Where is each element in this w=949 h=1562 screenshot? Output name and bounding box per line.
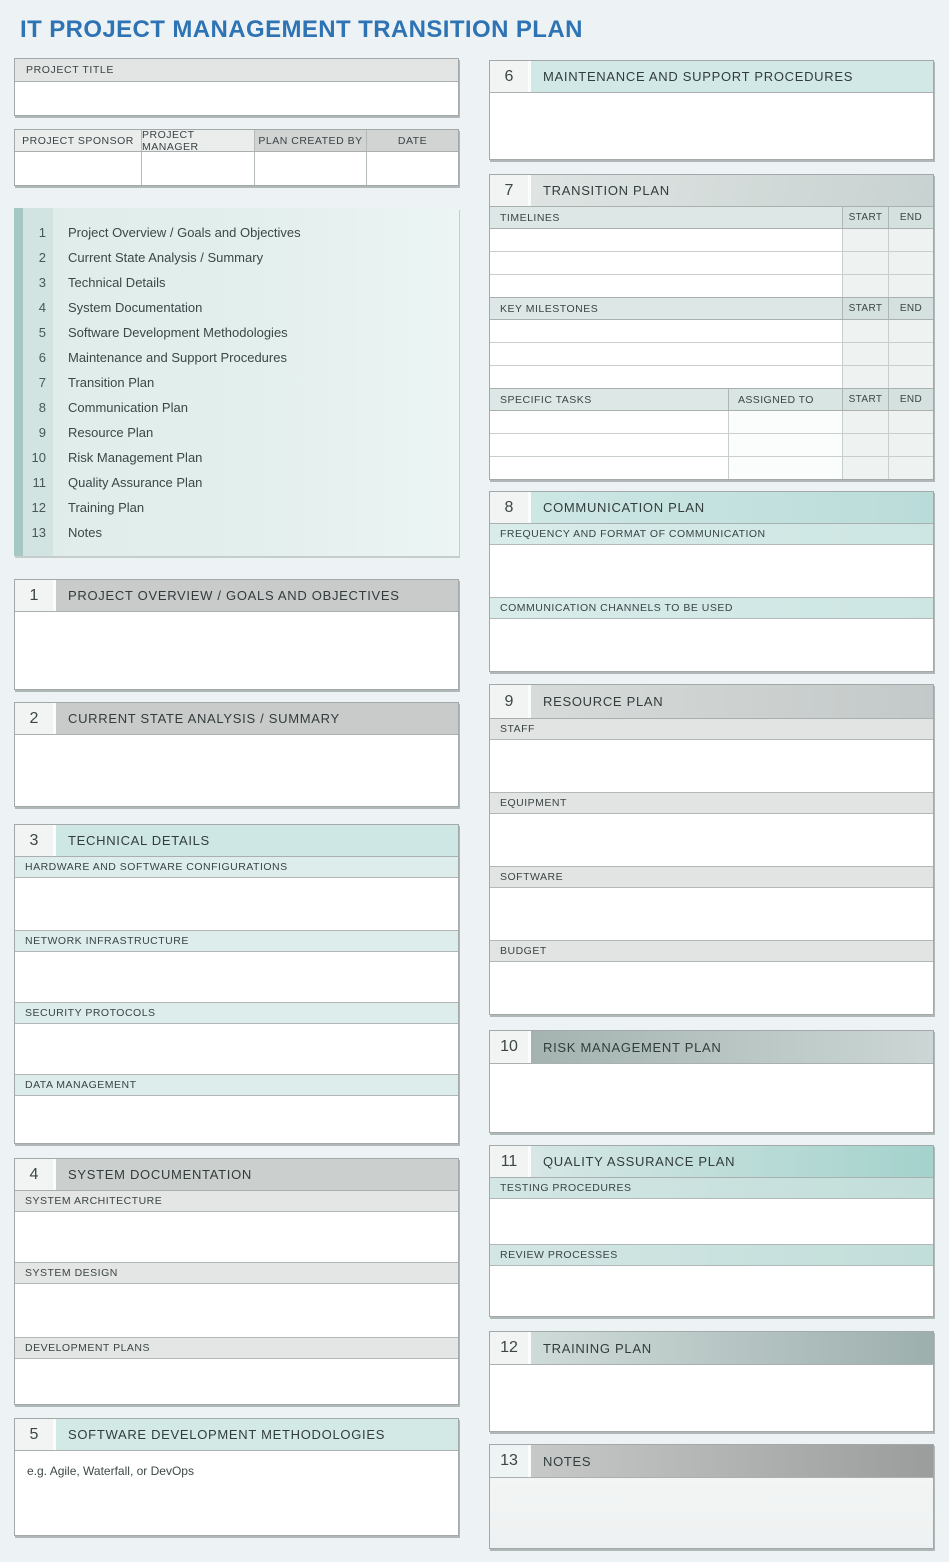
subsection-header-budget: BUDGET: [490, 941, 933, 962]
info-col-sponsor: [15, 130, 142, 185]
task-cell-input[interactable]: [490, 434, 728, 456]
section-title: RESOURCE PLAN: [531, 685, 933, 718]
subsection-body-input[interactable]: [490, 962, 933, 1014]
subsection-header-design: SYSTEM DESIGN: [15, 1263, 458, 1284]
toc-item-number: 9: [38, 425, 46, 440]
toc-item-number: 1: [38, 225, 46, 240]
subsection-body-input[interactable]: [15, 1284, 458, 1338]
toc-item-11: [23, 470, 459, 495]
start-cell-input[interactable]: [842, 275, 888, 297]
section-title: COMMUNICATION PLAN: [531, 492, 933, 523]
section-title: CURRENT STATE ANALYSIS / SUMMARY: [56, 703, 458, 734]
section-number: 5: [15, 1419, 56, 1450]
end-cell-input[interactable]: [888, 275, 933, 297]
section-number: 3: [15, 825, 56, 856]
project-title-box: [14, 58, 459, 116]
toc-list: [14, 208, 459, 545]
toc-item-label: Transition Plan: [68, 375, 155, 390]
end-cell-input[interactable]: [888, 411, 933, 433]
milestone-cell-input[interactable]: [490, 366, 842, 388]
section-number: 9: [490, 685, 531, 718]
col-header-assigned-to: ASSIGNED TO: [728, 389, 842, 410]
section-header: [15, 1159, 458, 1191]
subsection-header-equipment: EQUIPMENT: [490, 793, 933, 814]
subsection-body-input[interactable]: [15, 952, 458, 1003]
section-header: [490, 61, 933, 93]
toc-item-7: [23, 370, 459, 395]
subsection-header-security: SECURITY PROTOCOLS: [15, 1003, 458, 1024]
toc-item-12: [23, 495, 459, 520]
end-cell-input[interactable]: [888, 343, 933, 365]
toc-item-number: 12: [31, 500, 46, 515]
subsection-header-dev-plans: DEVELOPMENT PLANS: [15, 1338, 458, 1359]
subsection-header-data-mgmt: DATA MANAGEMENT: [15, 1075, 458, 1096]
start-cell-input[interactable]: [842, 457, 888, 479]
toc-item-label: Project Overview / Goals and Objectives: [68, 225, 301, 240]
start-cell-input[interactable]: [842, 366, 888, 388]
task-cell-input[interactable]: [490, 457, 728, 479]
section-transition-plan: [489, 174, 934, 480]
section-communication-plan: [489, 491, 934, 672]
end-cell-input[interactable]: [888, 434, 933, 456]
subsection-body-input[interactable]: [490, 740, 933, 793]
section-body-input[interactable]: [490, 1478, 933, 1548]
section-header: [15, 580, 458, 612]
subsection-header-architecture: SYSTEM ARCHITECTURE: [15, 1191, 458, 1212]
toc-item-10: [23, 445, 459, 470]
section-body-input[interactable]: [490, 1064, 933, 1132]
subsection-header-staff: STAFF: [490, 719, 933, 740]
toc-item-number: 11: [32, 475, 46, 490]
toc-item-label: Risk Management Plan: [68, 450, 203, 465]
toc-item-number: 8: [38, 400, 46, 415]
tasks-label: SPECIFIC TASKS: [500, 393, 592, 406]
timeline-cell-input[interactable]: [490, 275, 842, 297]
subsection-header-software: SOFTWARE: [490, 867, 933, 888]
left-column: [14, 58, 459, 1549]
section-title: PROJECT OVERVIEW / GOALS AND OBJECTIVES: [56, 580, 458, 611]
project-info-table: [14, 129, 459, 186]
section-body-input[interactable]: [15, 612, 458, 689]
toc-item-number: 13: [31, 525, 46, 540]
subsection-body-input[interactable]: [490, 1266, 933, 1316]
project-title-input[interactable]: [15, 82, 458, 115]
subsection-body-input[interactable]: [490, 888, 933, 941]
task-cell-input[interactable]: [490, 411, 728, 433]
toc-item-label: System Documentation: [68, 300, 203, 315]
toc-item-8: [23, 395, 459, 420]
col-header-end: END: [888, 298, 933, 319]
section-header: [490, 1146, 933, 1178]
table-row: [490, 320, 933, 343]
start-cell-input[interactable]: [842, 320, 888, 342]
subsection-body-input[interactable]: [490, 814, 933, 867]
toc-item-3: [23, 270, 459, 295]
right-column: [489, 58, 934, 1562]
section-header: [15, 1419, 458, 1451]
section-number: 8: [490, 492, 531, 523]
section-number: 13: [490, 1445, 531, 1477]
start-cell-input[interactable]: [842, 434, 888, 456]
toc-item-number: 3: [38, 275, 46, 290]
toc-item-1: [23, 220, 459, 245]
start-cell-input[interactable]: [842, 229, 888, 251]
end-cell-input[interactable]: [888, 252, 933, 274]
section-title: SOFTWARE DEVELOPMENT METHODOLOGIES: [56, 1419, 458, 1450]
end-cell-input[interactable]: [888, 229, 933, 251]
section-body-input[interactable]: [15, 1451, 458, 1535]
section-software-methodologies: [14, 1418, 459, 1536]
section-title: RISK MANAGEMENT PLAN: [531, 1031, 933, 1063]
info-header-sponsor: PROJECT SPONSOR: [15, 130, 142, 152]
toc-item-label: Technical Details: [68, 275, 166, 290]
toc-item-label: Communication Plan: [68, 400, 188, 415]
subsection-header-channels: COMMUNICATION CHANNELS TO BE USED: [490, 598, 933, 619]
section-current-state: [14, 702, 459, 807]
section-title: TECHNICAL DETAILS: [56, 825, 458, 856]
table-row: [490, 343, 933, 366]
toc-item-label: Training Plan: [68, 500, 145, 515]
section-title: TRANSITION PLAN: [531, 175, 933, 206]
assigned-cell-input[interactable]: [728, 434, 842, 456]
section-header: [490, 175, 933, 207]
toc-item-2: [23, 245, 459, 270]
subsection-header-testing: TESTING PROCEDURES: [490, 1178, 933, 1199]
subsection-body-input[interactable]: [15, 878, 458, 931]
section-header: [490, 1445, 933, 1478]
info-input-manager[interactable]: [142, 152, 255, 185]
subsection-header-frequency: FREQUENCY AND FORMAT OF COMMUNICATION: [490, 524, 933, 545]
section-header: [490, 1031, 933, 1064]
subsection-header-network: NETWORK INFRASTRUCTURE: [15, 931, 458, 952]
milestones-label: KEY MILESTONES: [500, 302, 599, 315]
toc-item-4: [23, 295, 459, 320]
start-cell-input[interactable]: [842, 252, 888, 274]
section-title: SYSTEM DOCUMENTATION: [56, 1159, 458, 1190]
toc-item-number: 5: [38, 325, 46, 340]
section-project-overview: [14, 579, 459, 690]
toc-item-number: 10: [31, 450, 46, 465]
toc-item-label: Quality Assurance Plan: [68, 475, 203, 490]
timelines-label: TIMELINES: [500, 211, 560, 224]
subsection-header-hardware: HARDWARE AND SOFTWARE CONFIGURATIONS: [15, 857, 458, 878]
table-row: [490, 411, 933, 434]
section-number: 10: [490, 1031, 531, 1063]
section-number: 2: [15, 703, 56, 734]
subsection-header-review: REVIEW PROCESSES: [490, 1245, 933, 1266]
col-header-start: START: [842, 298, 888, 319]
table-row: [490, 366, 933, 389]
toc-item-label: Current State Analysis / Summary: [68, 250, 264, 265]
toc-item-5: [23, 320, 459, 345]
col-header-end: END: [888, 389, 933, 410]
section-title: TRAINING PLAN: [531, 1332, 933, 1364]
project-title-label: PROJECT TITLE: [15, 59, 458, 82]
section-header: [490, 492, 933, 524]
end-cell-input[interactable]: [888, 366, 933, 388]
section-title: MAINTENANCE AND SUPPORT PROCEDURES: [531, 61, 933, 92]
toc-item-9: [23, 420, 459, 445]
section-title: QUALITY ASSURANCE PLAN: [531, 1146, 933, 1177]
milestone-cell-input[interactable]: [490, 343, 842, 365]
section-training-plan: [489, 1331, 934, 1432]
section-system-documentation: [14, 1158, 459, 1405]
milestones-table: [490, 298, 933, 389]
toc-item-label: Maintenance and Support Procedures: [68, 350, 287, 365]
subsection-body-input[interactable]: [15, 1096, 458, 1143]
table-of-contents: [14, 208, 459, 556]
specific-tasks-table: [490, 389, 933, 479]
info-col-created-by: [255, 130, 367, 185]
milestone-cell-input[interactable]: [490, 320, 842, 342]
section-risk-management: [489, 1030, 934, 1133]
section-header: [15, 703, 458, 735]
section-number: 12: [490, 1332, 531, 1364]
timeline-cell-input[interactable]: [490, 229, 842, 251]
toc-item-number: 2: [38, 250, 46, 265]
start-cell-input[interactable]: [842, 343, 888, 365]
milestones-header-row: [490, 298, 933, 320]
info-input-created-by[interactable]: [255, 152, 367, 185]
toc-item-label: Software Development Methodologies: [68, 325, 288, 340]
section-header: [15, 825, 458, 857]
subsection-body-input[interactable]: [490, 545, 933, 598]
section-body-input[interactable]: [15, 735, 458, 806]
section-technical-details: [14, 824, 459, 1144]
timelines-header-row: [490, 207, 933, 229]
end-cell-input[interactable]: [888, 457, 933, 479]
tasks-header-row: [490, 389, 933, 411]
page-title: IT PROJECT MANAGEMENT TRANSITION PLAN: [20, 16, 583, 43]
section-number: 7: [490, 175, 531, 206]
table-row: [490, 275, 933, 298]
subsection-body-input[interactable]: [15, 1359, 458, 1404]
info-col-date: [367, 130, 458, 185]
col-header-start: START: [842, 207, 888, 228]
two-column-layout: [14, 58, 934, 1562]
section-body-input[interactable]: [490, 93, 933, 159]
table-row: [490, 229, 933, 252]
toc-item-number: 4: [38, 300, 46, 315]
section-body-input[interactable]: [490, 1365, 933, 1431]
table-row: [490, 434, 933, 457]
info-input-date[interactable]: [367, 152, 458, 185]
section-header: [490, 685, 933, 719]
section-number: 1: [15, 580, 56, 611]
table-row: [490, 252, 933, 275]
section-title: NOTES: [531, 1445, 933, 1477]
subsection-body-input[interactable]: [15, 1212, 458, 1263]
toc-item-13: [23, 520, 459, 545]
col-header-start: START: [842, 389, 888, 410]
info-input-sponsor[interactable]: [15, 152, 142, 185]
table-row: [490, 457, 933, 479]
section-number: 4: [15, 1159, 56, 1190]
timeline-cell-input[interactable]: [490, 252, 842, 274]
toc-item-number: 6: [38, 350, 46, 365]
start-cell-input[interactable]: [842, 411, 888, 433]
assigned-cell-input[interactable]: [728, 457, 842, 479]
section-quality-assurance: [489, 1145, 934, 1317]
info-header-created-by: PLAN CREATED BY: [255, 130, 367, 152]
toc-item-number: 7: [38, 375, 46, 390]
timelines-table: [490, 207, 933, 298]
section-resource-plan: [489, 684, 934, 1015]
info-col-manager: [142, 130, 255, 185]
section-number: 6: [490, 61, 531, 92]
subsection-body-input[interactable]: [490, 619, 933, 671]
info-header-date: DATE: [367, 130, 458, 152]
toc-item-6: [23, 345, 459, 370]
section-header: [490, 1332, 933, 1365]
end-cell-input[interactable]: [888, 320, 933, 342]
section-number: 11: [490, 1146, 531, 1177]
col-header-end: END: [888, 207, 933, 228]
subsection-body-input[interactable]: [490, 1199, 933, 1245]
methodology-hint-text: e.g. Agile, Waterfall, or DevOps: [27, 1464, 194, 1478]
toc-item-label: Resource Plan: [68, 425, 154, 440]
section-maintenance-support: [489, 60, 934, 160]
subsection-body-input[interactable]: [15, 1024, 458, 1075]
section-notes: [489, 1444, 934, 1549]
info-header-manager: PROJECT MANAGER: [142, 130, 255, 152]
toc-item-label: Notes: [68, 525, 102, 540]
assigned-cell-input[interactable]: [728, 411, 842, 433]
